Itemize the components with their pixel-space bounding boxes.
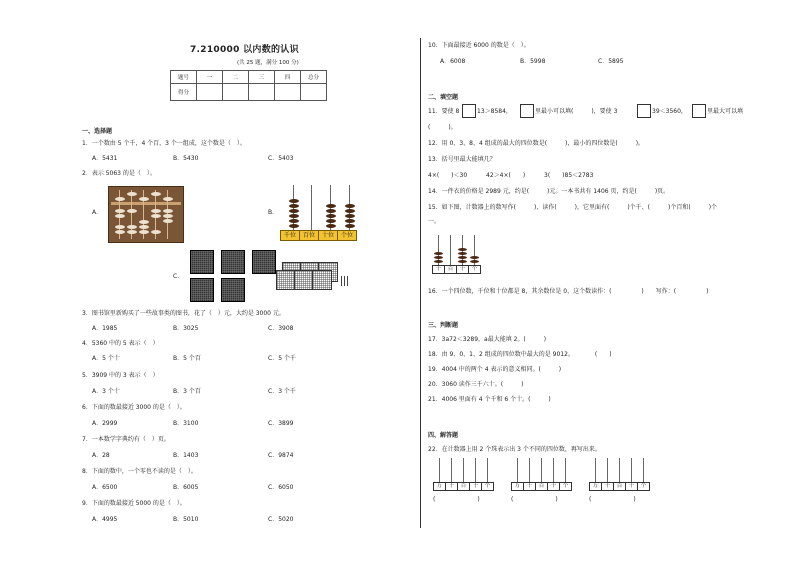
question-6: 6．下面的数最接近 3000 的是（ ）。 — [82, 404, 186, 411]
answer-box[interactable] — [692, 104, 706, 118]
counter-rod — [553, 458, 554, 482]
option-a: A．1985 — [92, 325, 118, 332]
question-13-item: 4×( )＜30 — [428, 172, 468, 179]
answer-blank[interactable]: ( ) — [511, 496, 558, 503]
place-label-tens: 十位 — [318, 230, 338, 241]
counter-bead — [326, 204, 336, 208]
counter-bead — [345, 214, 355, 218]
question-11-part4: 39＜3560， — [652, 108, 687, 115]
abacus-bead — [127, 192, 137, 196]
answer-box[interactable] — [637, 104, 651, 118]
option-c: C．5020 — [268, 516, 294, 523]
option-a: A．3 个十 — [92, 388, 120, 395]
score-header-cell: 总分 — [301, 71, 327, 84]
score-cell[interactable] — [249, 84, 275, 101]
option-b: B．5430 — [173, 155, 199, 162]
counter-base-label: 百 — [613, 482, 626, 491]
counter-base-label: 个 — [481, 482, 494, 491]
section-choice-heading: 一、选择题 — [82, 128, 113, 135]
answer-box[interactable] — [462, 104, 476, 118]
counter-rod — [517, 458, 518, 482]
question-11-part3: 里最小可以填( )，要使 3 — [535, 108, 618, 115]
question-18: 18．由 9、0、1、2 组成的四位数中最大的是 9012。 ( ) — [428, 351, 612, 358]
abacus-bead — [163, 219, 173, 223]
score-header-cell: 题号 — [171, 71, 197, 84]
counter-rod — [529, 458, 530, 482]
question-2: 2．表示 5063 的是（ ）。 — [82, 170, 156, 177]
hundred-flat — [294, 270, 314, 290]
option-a: A．28 — [92, 452, 110, 459]
counter-base-label: 千 — [445, 482, 458, 491]
abacus-bead — [151, 192, 161, 196]
thousand-cube — [221, 278, 245, 302]
abacus-bead — [127, 209, 137, 213]
score-table-header-row — [171, 71, 327, 84]
counter-rod — [541, 458, 542, 482]
counter-bead — [458, 252, 467, 255]
counter-rod — [463, 458, 464, 482]
counter-base-label: 百 — [457, 482, 470, 491]
abacus-bead — [115, 214, 125, 218]
section-judge-heading: 三、判断题 — [428, 322, 459, 329]
score-header-cell: 二 — [223, 71, 249, 84]
score-cell[interactable] — [223, 84, 249, 101]
unit-cube — [344, 276, 345, 286]
question-19: 19．4004 中的两个 4 表示的意义相同。( ) — [428, 366, 562, 373]
abacus-bead — [151, 214, 161, 218]
counter-base-label: 万 — [433, 482, 446, 491]
abacus-bead — [139, 197, 149, 201]
abacus-bead — [115, 225, 125, 229]
question-8: 8．下面的数中，一个零也不读的是（ ）。 — [82, 468, 197, 475]
option-b: B．5 个百 — [173, 355, 201, 362]
counter-base-label: 千 — [432, 265, 445, 274]
answer-box[interactable] — [520, 104, 534, 118]
question-11-part5: 里最大可以填 — [707, 108, 744, 115]
thousand-cube — [190, 278, 214, 302]
score-cell[interactable] — [301, 84, 327, 101]
counter-bead — [458, 256, 467, 259]
question-14: 14．一件衣的价格是 2989 元，约是( )元。一本书共有 1406 页，约是( )页。 — [428, 188, 670, 195]
question-17: 17．3a72＜3289，a最大能填 2。( ) — [428, 336, 547, 343]
counter-base-label: 个 — [637, 482, 650, 491]
score-cell[interactable] — [197, 84, 223, 101]
question-1: 1．一个数由 5 个千，4 个百，3 个一组成，这个数是（ ）。 — [82, 140, 246, 147]
counter-rod — [475, 458, 476, 482]
counter-bead — [289, 214, 299, 218]
score-table-score-row — [171, 84, 327, 101]
question-15-continued: 一。 — [428, 218, 441, 225]
counter-bead — [326, 219, 336, 223]
unit-cube — [347, 276, 348, 286]
counter-bead — [345, 209, 355, 213]
question-11-part2: 13＞8584， — [477, 108, 512, 115]
counter-rod — [631, 458, 632, 482]
counter-base-label: 百 — [444, 265, 457, 274]
score-cell[interactable] — [275, 84, 301, 101]
option-b: B．5010 — [173, 516, 199, 523]
counter-bead — [470, 256, 479, 259]
score-header-cell: 四 — [275, 71, 301, 84]
abacus-bead — [127, 230, 137, 234]
abacus-bead — [115, 197, 125, 201]
question-3: 3．图书馆里新购买了一些故事类的图书，花了（ ）元，大约是 3000 元。 — [82, 310, 285, 317]
question-10: 10．下面最接近 6000 的数是（ ）。 — [428, 42, 530, 49]
counter-bead — [470, 260, 479, 263]
abacus-bead — [151, 230, 161, 234]
option-c: C．5403 — [268, 155, 294, 162]
answer-blank[interactable]: ( ) — [589, 496, 636, 503]
counter-base-label: 十 — [547, 482, 560, 491]
answer-blank[interactable]: ( ) — [433, 496, 480, 503]
score-header-cell: 三 — [249, 71, 275, 84]
abacus-bead — [127, 225, 137, 229]
question-20: 20．3060 读作三千六十。( ) — [428, 381, 524, 388]
counter-rod — [311, 185, 312, 230]
counter-base-label: 万 — [511, 482, 524, 491]
question-15: 15．如下图，计数器上的数写作( )，读作( )，它里面有( )个千、( )个百和( )个 — [428, 204, 718, 211]
question-22: 22．在计数器上用 2 个珠表示出 3 个不同的四位数，再写出来。 — [428, 446, 601, 453]
abacus-bead — [139, 230, 149, 234]
abacus-bead — [163, 197, 173, 201]
question-11-part6: ( )。 — [428, 124, 457, 131]
hundred-flat — [276, 270, 296, 290]
option-b: B．3025 — [173, 325, 199, 332]
hundred-flat — [312, 270, 332, 290]
abacus-bead — [115, 209, 125, 213]
option-b: B．1403 — [173, 452, 199, 459]
counter-bead — [326, 224, 336, 228]
place-label-ones: 个位 — [337, 230, 357, 241]
abacus-beam — [111, 202, 181, 205]
option-b: B．6005 — [173, 484, 199, 491]
question-7: 7．一本数学字典约有（ ）页。 — [82, 436, 170, 443]
option-c: C．9874 — [268, 452, 294, 459]
counter-bead — [458, 248, 467, 251]
question-5: 5．3909 中的 3 表示（ ） — [82, 372, 159, 379]
abacus-bead — [139, 220, 149, 224]
counter-rod — [439, 458, 440, 482]
counter-base-label: 百 — [535, 482, 548, 491]
option-a: A．6008 — [440, 58, 466, 65]
thousand-cube — [252, 250, 276, 274]
counter-base-label: 十 — [625, 482, 638, 491]
question-13: 13．括号里最大能填几？ — [428, 156, 496, 163]
counter-base-label: 千 — [601, 482, 614, 491]
question-13-item: 42＞4×( ) — [486, 172, 526, 179]
option-c: C．3908 — [268, 325, 294, 332]
counter-base-label: 个 — [559, 482, 572, 491]
section-answer-heading: 四、解答题 — [428, 432, 459, 439]
counter-rod — [450, 235, 451, 265]
abacus-bead — [163, 209, 173, 213]
counter-base-label: 十 — [469, 482, 482, 491]
counter-bead — [345, 219, 355, 223]
counter-bead — [434, 260, 443, 263]
counter-bead — [289, 209, 299, 213]
counter-rod — [565, 458, 566, 482]
option-c: C．3899 — [268, 420, 294, 427]
counter-bead — [289, 199, 299, 203]
counter-bead — [289, 219, 299, 223]
option-a: A．2999 — [92, 420, 118, 427]
column-divider — [420, 38, 421, 528]
question-4: 4．5360 中的 5 表示（ ） — [82, 340, 159, 347]
thousand-cube — [221, 250, 245, 274]
option-c: C．6050 — [268, 484, 294, 491]
thousand-cube — [190, 250, 214, 274]
counter-rod — [487, 458, 488, 482]
counter-bead — [289, 224, 299, 228]
unit-cube — [341, 276, 342, 286]
question-13-item: 3( )85＜2783 — [544, 172, 594, 179]
section-fill-heading: 二、填空题 — [428, 94, 459, 101]
counter-rod — [619, 458, 620, 482]
counter-rod — [595, 458, 596, 482]
option-c: C．5895 — [598, 58, 624, 65]
place-label-hundreds: 百位 — [299, 230, 319, 241]
option-a: A．6500 — [92, 484, 118, 491]
counter-bead — [289, 204, 299, 208]
counter-bead — [434, 256, 443, 259]
counter-bead — [326, 214, 336, 218]
counter-rod — [607, 458, 608, 482]
option-b: B． — [268, 209, 279, 216]
option-b: B．5998 — [520, 58, 546, 65]
option-c: C．3 个千 — [268, 388, 296, 395]
abacus-bead — [151, 209, 161, 213]
counter-base-label: 十 — [456, 265, 469, 274]
page-subtitle: (共 25 题，满分 100 分) — [237, 60, 299, 66]
option-a: A． — [92, 209, 103, 216]
page-title: 7.210000 以内数的认识 — [190, 45, 299, 55]
counter-base-label: 个 — [468, 265, 481, 274]
counter-bead — [345, 224, 355, 228]
option-c: C． — [173, 273, 184, 280]
option-a: A．5431 — [92, 155, 118, 162]
counter-base-label: 千 — [523, 482, 536, 491]
abacus-bead — [139, 225, 149, 229]
option-b: B．3 个百 — [173, 388, 201, 395]
counter-bead — [458, 260, 467, 263]
question-16: 16．一个四位数，千位和十位都是 8，其余数位是 0，这个数读作：( ) 写作：( ) — [428, 288, 709, 295]
question-12: 12．用 0、3、8、4 组成的最大的四位数是( )，最小的四位数是( )。 — [428, 140, 645, 147]
counter-base-label: 万 — [589, 482, 602, 491]
counter-rod — [451, 458, 452, 482]
abacus-image — [108, 186, 184, 243]
counter-rod — [643, 458, 644, 482]
abacus-bead — [163, 214, 173, 218]
option-c: C．5 个千 — [268, 355, 296, 362]
option-a: A．5 个十 — [92, 355, 120, 362]
question-21: 21．4006 里面有 4 个千和 6 个十。( ) — [428, 396, 551, 403]
option-b: B．3100 — [173, 420, 199, 427]
abacus-bead — [115, 230, 125, 234]
question-11-part1: 11．要使 8 — [428, 108, 460, 115]
counter-bead — [345, 204, 355, 208]
counter-bead — [326, 209, 336, 213]
score-table — [170, 70, 327, 101]
question-9: 9．下面的数最接近 5000 的是（ ）。 — [82, 500, 186, 507]
score-row-label: 得分 — [171, 84, 197, 101]
option-a: A．4995 — [92, 516, 118, 523]
place-label-thousands: 千位 — [280, 230, 300, 241]
counter-bead — [434, 252, 443, 255]
score-header-cell: 一 — [197, 71, 223, 84]
